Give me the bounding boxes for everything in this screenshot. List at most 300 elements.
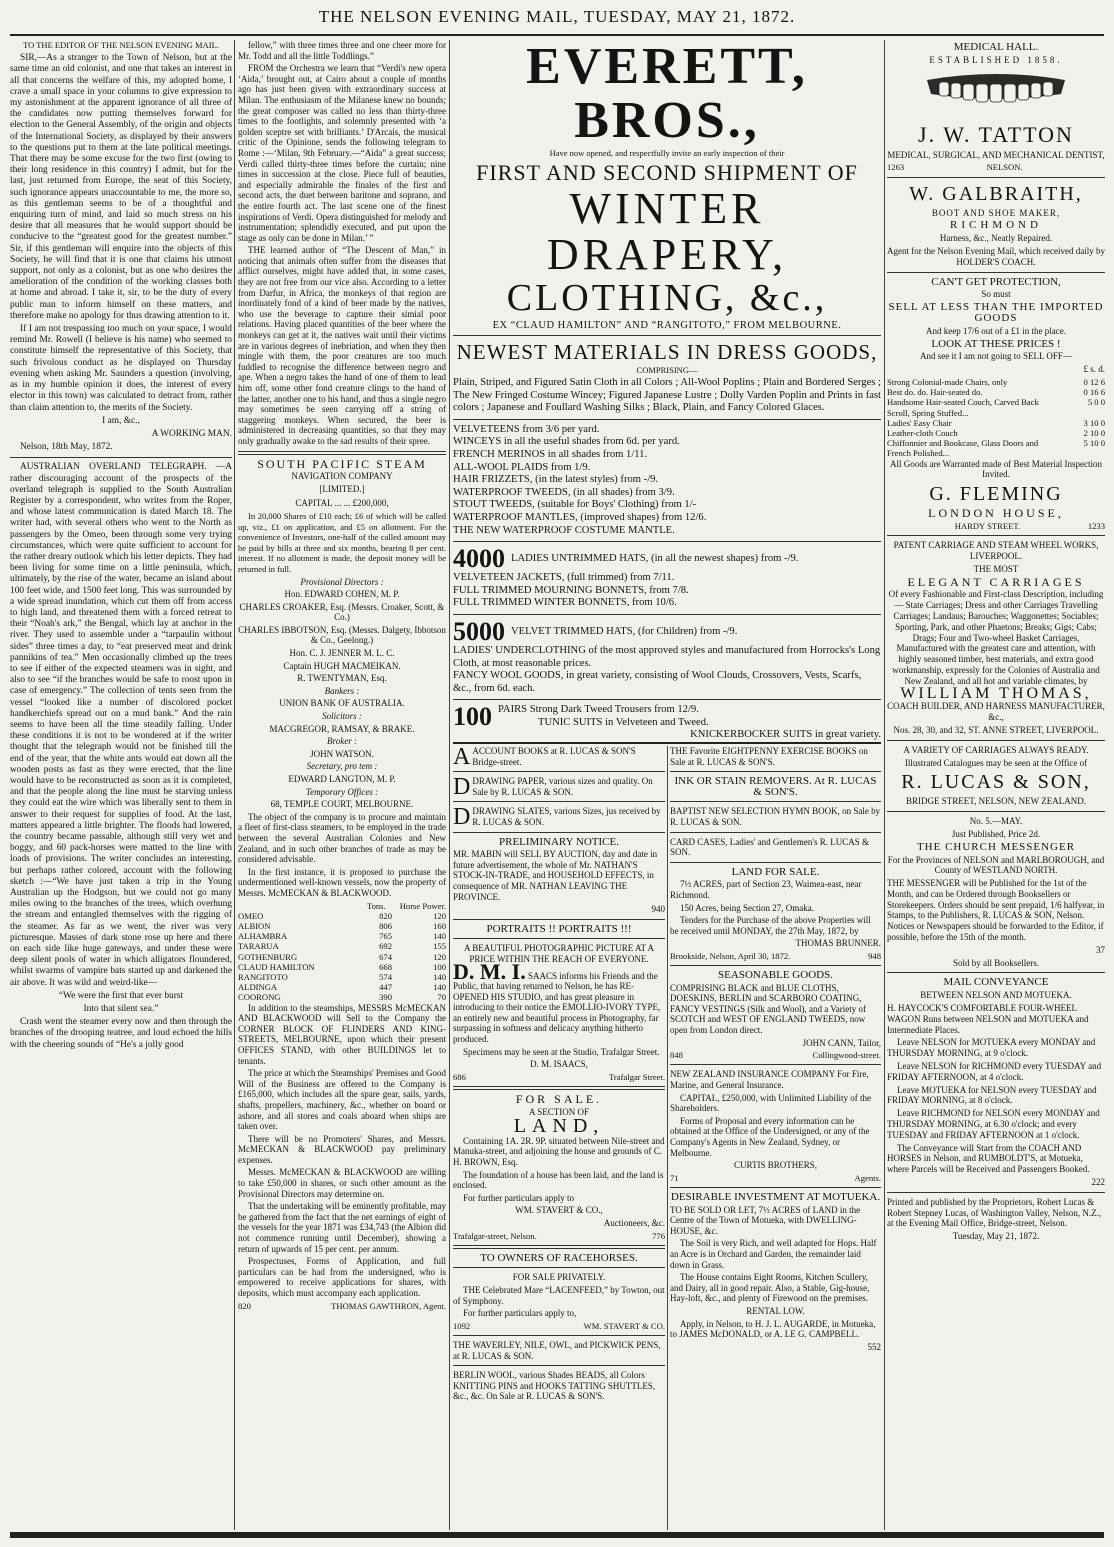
account-books-text: ACCOUNT BOOKS at R. LUCAS & SON'S Bridge-street. (472, 746, 636, 767)
steam-co-paragraph: The object of the company is to procure and maintain a fleet of first-class steamers, to be employed in the trade between the several Australian Colonies and New Zealand, and in such other branches of trade as may be considered advisable. (238, 811, 446, 865)
everett-newest: NEWEST MATERIALS IN DRESS GOODS, (456, 340, 878, 364)
ship-horsepower: 140 (433, 931, 446, 942)
galbraith-town: RICHMOND (950, 219, 1042, 232)
separator (887, 535, 1105, 536)
drawing-slates-text: DRAWING SLATES, various Sizes, jus received by R. LUCAS & SON. (472, 806, 661, 827)
ship-horsepower: 160 (433, 920, 446, 931)
land-sale-text: Tenders for the Purchase of the above Properties will be received until MONDAY, the 27th May, 1872, by (670, 915, 871, 936)
mail-time: Leave MOTUEKA for NELSON every TUESDAY and FRIDAY MORNING, at 8 o'clock. (887, 1084, 1097, 1106)
ship-horsepower: 140 (433, 971, 446, 982)
preliminary-heading: PRELIMINARY NOTICE. (499, 835, 619, 848)
account-books-ad (453, 746, 665, 770)
column-rule (449, 40, 450, 1530)
ship-horsepower: 70 (437, 992, 446, 1003)
hymn-ad: BAPTIST NEW SELECTION HYMN BOOK, on Sale by R. LUCAS & SON. (670, 806, 881, 827)
everett-list (453, 572, 881, 610)
isaacs-ad (453, 958, 665, 1045)
tatton-number: 1263 (887, 162, 905, 173)
telegraph-paragraph: Crash went the steamer every now and then through the branches of the drooping teatree, and loud echoed the hills with the cheering sounds of “He's a jolly good (10, 1017, 232, 1050)
tatton-desc: MEDICAL, SURGICAL, AND MECHANICAL DENTIST, (887, 149, 1105, 160)
column-rule (667, 746, 668, 1530)
ship-row (238, 972, 446, 982)
medical-hall: MEDICAL HALL. (953, 41, 1039, 53)
separator (453, 541, 881, 542)
secretary: EDWARD LANGTON, M. P. (288, 774, 396, 784)
separator (670, 832, 881, 833)
drawing-slates-ad (453, 804, 665, 831)
everett-item: STOUT TWEEDS, (suitable for Boys' Clothing) from 1/- (453, 499, 697, 511)
everett-comprising: COMPRISING— (636, 365, 698, 375)
prices-warranted: All Goods are Warranted made of Best Material Inspection Invited. (889, 458, 1103, 480)
separator (453, 1335, 665, 1336)
mail-conveyance: The Conveyance will Start from the COACH AND HORSES in Nelson, and RUMBOLDT'S, at Motueka, where Parcels will be Received and Passengers Booked. (887, 1142, 1090, 1175)
land-sale-sign: THOMAS BRUNNER. (795, 938, 881, 949)
director-name: CHARLES IBBOTSON, Esq. (Messrs. Dalgety, Ibbotson & Co., Geelong.) (238, 624, 446, 646)
fleming-number: 1233 (1087, 520, 1105, 531)
galbraith-desc: BOOT AND SHOE MAKER, (931, 207, 1061, 218)
director-name: Hon. EDWARD COHEN, M. P. (284, 589, 400, 600)
everett-item: WATERPROOF MANTLES, (improved shapes) from 12/6. (453, 511, 707, 523)
everett-100-text: PAIRS Strong Dark Tweed Trousers from 12/9. (498, 704, 699, 716)
tatton-footer (887, 162, 1105, 172)
separator (453, 938, 665, 939)
steam-co-paragraph: There will be no Promoters' Shares, and Messrs. McMECKAN & BLACKWOOD pay preliminary expenses. (238, 1133, 446, 1165)
ships-table (238, 911, 446, 1003)
church-number: No. 5.—MAY. (969, 816, 1023, 827)
drop-cap: A (453, 746, 471, 770)
everett-item: VELVETEEN JACKETS, (full trimmed) from 7/11. (453, 572, 675, 584)
seasonable-text: COMPRISING BLACK and BLUE CLOTHS, DOESKINS, BERLIN and SCARBORO COATING, FANCY VESTINGS (Silk and Wool), and a Variety of SCOTCH and WEST OF ENGLAND TWEEDS, now open from London direct. (670, 982, 867, 1036)
catalogues: Illustrated Catalogues may be seen at the Office of (904, 757, 1088, 768)
price-row (887, 377, 1105, 387)
investment-heading: DESIRABLE INVESTMENT AT MOTUEKA. (670, 1191, 881, 1204)
ship-tons: 668 (379, 961, 392, 972)
everett-5000-text: VELVET TRIMMED HATS, (for Children) from -/9. (511, 625, 738, 637)
ship-horsepower: 155 (433, 941, 446, 952)
price-list (887, 377, 1105, 459)
letter-paragraph: SIR,—As a stranger to the Town of Nelson, but at the same time an old colonist, and one that takes an interest in all that concerns the welfare of this, my adopted home, I crave a small space in your columns to give expression to my astonishment at the apparent ignorance of all three of the candidates now putting themselves forward for election to the General Assembly, of the origin and objects of the International Society, as displayed by their answers to the questions put to them at the late political meetings. That there may be some excuse for the two first (owing to their long residence in this country) I admit, but for the last, just returned from Europe, the seat of this Society, such ignorance appears unaccountable to me, the more so, as this gentleman seems to be of a thoughtful and enquiring turn of mind, and laid so much stress on his desire that all measures that he would support should be conducive to the “greatest good for the greatest number.” Sir, if this gentleman will enquire into the objects of this Society, he will find that it is one that claims his utmost support, not only as a colonist, but as one who desires the amelioration of the condition of the working classes both at home and abroad. I take it, sir, to be the duty of every public man to inform himself on these matters, and therefore make no apology for thus drawing attention to it. (10, 53, 232, 321)
separator (453, 1267, 665, 1268)
insurance-heading: NEW ZEALAND INSURANCE COMPANY For Fire, Marine, and General Insurance. (670, 1069, 869, 1091)
ship-tons: 447 (379, 982, 392, 993)
church-title: THE CHURCH MESSENGER (916, 840, 1076, 853)
separator (10, 457, 232, 458)
price-item: Best do. do. Hair-seated do. (887, 387, 983, 398)
everett-100-row (453, 704, 881, 740)
lucas-address: BRIDGE STREET, NELSON, NEW ZEALAND. (906, 796, 1086, 807)
imprint: Printed and published by the Proprietors, Robert Lucas & Robert Stepney Lucas, of Washington Valley, Nelson, N.Z., at the Evening Mail Office, Bridge-street, Nelson. (887, 1196, 1102, 1229)
price-item: Strong Colonial-made Chairs, only (887, 376, 1008, 387)
mail-between: BETWEEN NELSON AND MOTUEKA. (920, 990, 1072, 1001)
column-letters (10, 40, 232, 1530)
ship-row (238, 962, 446, 972)
insurance-sign: CURTIS BROTHERS, (734, 1160, 817, 1171)
protection-sell: SELL AT LESS THAN THE IMPORTED GOODS (888, 301, 1104, 324)
news-paragraph: THE learned author of “The Descent of Man,” in noticing that animals often suffer from the diseases that afflict ourselves, might have added that, in some cases, they are not free from our vice also. According to a letter from Darfur, in Africa, the monkeys of that region are inordinately fond of a kind of beer made by the natives, who use the beverage to capture their simial poor relations. Having placed quantities of the beer where the monkeys can get at it, the natives wait until their victims are in various degrees of inebriation, and when they then mingle with them, the poor creatures are too much fuddled to recognise the difference between negro and ape. When a negro takes the hand of one of them to lead him off, some other fond creature clings to the hand of the latter, another one to his hand, and thus a single negro may sometimes be seen carrying off a string of staggering monkeys. When secured, the beer is administered in decreasing quantities, so that they may only gradually awake to the sad results of their spree. (238, 245, 446, 446)
separator (670, 1064, 881, 1065)
price-value: 2 10 0 (1083, 427, 1105, 438)
separator (887, 1192, 1105, 1193)
ship-name: CLAUD HAMILTON (238, 961, 315, 972)
separator (887, 177, 1105, 178)
news-paragraph: fellow,” with three times three and one cheer more for Mr. Todd and all the little Toddlings.” (238, 40, 446, 61)
price-row (887, 428, 1105, 438)
church-num: 37 (1096, 944, 1105, 955)
imprint-date: Tuesday, May 21, 1872. (952, 1231, 1040, 1242)
protection-heading: CAN'T GET PROTECTION, (931, 275, 1061, 288)
everett-list (453, 424, 881, 537)
everett-100-text: TUNIC SUITS in Velveteen and Tweed. (538, 716, 709, 728)
column-adverts-right (670, 746, 881, 1530)
separator (453, 1365, 665, 1366)
ship-name: ALHAMBRA (238, 931, 288, 942)
bankers: UNION BANK OF AUSTRALIA. (279, 698, 405, 709)
letter-date: Nelson, 18th May, 1872. (20, 442, 113, 453)
for-sale-text: The foundation of a house has been laid, and the land is enclosed. (453, 1169, 664, 1191)
separator (453, 771, 665, 772)
isaacs-sign: D. M. ISAACS, (530, 1059, 588, 1070)
galbraith-name: W. GALBRAITH, (909, 182, 1083, 205)
telegraph-title: AUSTRALIAN OVERLAND TELEGRAPH. (20, 462, 207, 473)
ship-row (238, 982, 446, 992)
fleming-footer (887, 521, 1105, 531)
investment-text: TO BE SOLD OR LET, 7½ ACRES of LAND in the Centre of the Town of Motueka, with DWELLING-HOUSE, &c. (670, 1204, 861, 1236)
telegraph-quote: Into that silent sea.” (83, 1004, 159, 1015)
race-footer (453, 1321, 665, 1331)
column-adverts-far-right (887, 40, 1105, 1530)
ships-col: Horse Power. (399, 900, 446, 911)
bottom-rule (10, 1532, 1104, 1538)
agent-number: 820 (238, 1300, 251, 1311)
price-item: Ladies' Easy Chair (887, 417, 952, 428)
for-sale-sign: Auctioneers, &c. (603, 1217, 665, 1228)
everett-100: 100 (453, 702, 492, 732)
race-sign: WM. STAVERT & CO. (583, 1320, 665, 1331)
church-for: For the Provinces of NELSON and MARLBOROUGH, and County of WESTLAND NORTH. (887, 854, 1105, 876)
ship-tons: 806 (379, 920, 392, 931)
separator (887, 972, 1105, 973)
ship-name: COORONG (238, 992, 281, 1003)
seasonable-address: Collingwood-street. (812, 1050, 881, 1061)
everett-item: FULL TRIMMED MOURNING BONNETS, from 7/8. (453, 584, 689, 596)
ship-row (238, 992, 446, 1002)
director-name: R. TWENTYMAN, Esq. (297, 673, 387, 684)
everett-list (453, 645, 881, 695)
investment-text: The House contains Eight Rooms, Kitchen Scullery, and Dairy, all in good repair. Also, a Stable, Gig-house, Hay-loft, &c., and plenty of Firewood on the premises. (670, 1272, 870, 1304)
protection-sub: So must (981, 289, 1011, 300)
for-sale-text: Containing 1A. 2R. 9P. situated between Nile-street and Manuka-street, and adjoining the house and grounds of C. H. BROWN, Esq. (453, 1135, 665, 1168)
steam-co-limited: [LIMITED.] (319, 483, 365, 494)
mail-time: Leave NELSON for MOTUEKA every MONDAY and THURSDAY MORNING, at 9 o'clock. (887, 1037, 1096, 1059)
column-rule (234, 40, 235, 1530)
steam-co-paragraph: That the undertaking will be eminently profitable, may be gathered from the fact that the net earnings of eight of the vessels for the year 1871 was £34,743 (the Albion did not commence running until December), showing a return of upwards of 15 per cent. per annum. (238, 1201, 446, 1254)
everett-advert (453, 40, 881, 740)
everett-intro: Have now opened, and respectfully invite an early inspection of their (549, 148, 785, 158)
everett-item: WATERPROOF TWEEDS, (in all shades) from 3/9. (453, 486, 675, 498)
for-sale-apply: For further particulars apply to (463, 1192, 574, 1203)
everett-item: ALL-WOOL PLAIDS from 1/9. (453, 461, 591, 473)
drop-cap: D (453, 804, 471, 831)
ship-horsepower: 120 (433, 951, 446, 962)
news-paragraph: FROM the Orchestra we learn that “Verdi's new opera ‘Aida,’ brought out, at Cairo about a couple of months ago has just been given with extraordinary success at Milan. The enthusiasm of the Milanese knew no bounds; the great composer was called no less than thirty-three times to the footlights, and solemnly presented with ‘a golden sceptre set with brilliants.’ D'Arcais, the musical critic of the Opinione, sends the following telegram to Rome :—‘Milan, 9th February.—“Aida” a great success; Verdi called thirty-three times before the curtain; nine times in succession at the close. Piece full of beauties, and especially admirable the finales of the first and second acts, the duet between baritone and soprano, and the entire fourth act. The last scene one of the finest inspirations of Verdi. Opera distinguished for melody and instrumentation; splendidly executed, and put upon the stage as only can be done in Milan.’ ” (238, 63, 446, 243)
lucas-name: R. LUCAS & SON, (901, 771, 1091, 794)
insurance-number: 71 (670, 1172, 679, 1183)
ship-row (238, 911, 446, 921)
everett-ex: EX “CLAUD HAMILTON” AND “RANGITOTO,” FROM MELBOURNE. (492, 320, 842, 331)
everett-item: FULL TRIMMED WINTER BONNETS, from 10/6. (453, 597, 677, 609)
investment-number: 552 (867, 1341, 881, 1352)
race-number: 1092 (453, 1320, 471, 1331)
fleming-name: G. FLEMING (929, 483, 1063, 506)
separator (453, 419, 881, 420)
agent-line (238, 1301, 446, 1311)
ship-horsepower: 140 (433, 982, 446, 993)
ship-name: ALBION (238, 920, 271, 931)
investment-apply: Apply, in Nelson, to H. J. L. AUGARDE, in Motueka, to JAMES McDONALD, or A. LE G. CAMPBELL. (670, 1318, 876, 1340)
mail-heading: MAIL CONVEYANCE (943, 976, 1049, 989)
insurance-footer (670, 1173, 881, 1183)
ship-name: TARARUA (238, 941, 279, 952)
church-published: Just Published, Price 2d. (951, 828, 1041, 839)
separator (453, 742, 881, 744)
prices-currency: £ s. d. (1083, 364, 1105, 375)
teeth-icon (921, 70, 1071, 118)
land-sale-text: 7½ ACRES, part of Section 23, Waimea-east, near Richmond. (670, 879, 862, 900)
separator (453, 1245, 665, 1249)
separator (670, 771, 881, 772)
land-sale-address: Brookside, Nelson, April 30, 1872. (670, 950, 791, 961)
separator (887, 272, 1105, 273)
patent-text: Of every Fashionable and First-class Description, including— State Carriages; Dress and other Carriages Travelling Carriages; Landaus; Barouches; Waggonettes; Sociables; Sporting, Park, and other Phaetons; Breaks; Gigs; Cabs; Drags; Four and Two-wheel Basket Carriages, Manufactured with the greatest care and attention, with highly seasoned timber, best materials, and extra good workmanship, expressly for the Colonies of Australia and New Zealand, and all hot and variable climates, by (888, 589, 1104, 686)
separator (670, 1187, 881, 1188)
solicitors: MACGREGOR, RAMSAY, & BRAKE. (269, 723, 415, 734)
drawing-paper-ad (453, 774, 665, 801)
patent-most: THE MOST (973, 563, 1019, 574)
mail-number: 222 (1091, 1177, 1105, 1188)
price-value: 5 10 0 (1083, 438, 1105, 449)
drop-cap: D (453, 774, 471, 801)
everett-shipment: FIRST AND SECOND SHIPMENT OF (476, 160, 858, 185)
everett-item: FANCY WOOL GOODS, in great variety, consisting of Wool Clouds, Crossovers, Vests, Scarfs, &c., from 6d. each. (453, 670, 862, 694)
prices-sub: And see it I am not going to SELL OFF— (920, 351, 1072, 362)
seasonable-sign: JOHN CANN, Tailor, (802, 1037, 881, 1048)
church-sold: Sold by all Booksellers. (953, 957, 1039, 968)
everett-4000: 4000 (453, 544, 505, 574)
separator (238, 451, 446, 455)
telegraph-quote: “We were the first that ever burst (58, 990, 184, 1001)
everett-100-block (498, 704, 881, 740)
everett-item: VELVETEENS from 3/6 per yard. (453, 423, 600, 435)
race-heading: TO OWNERS OF RACEHORSES. (480, 1251, 638, 1264)
masthead: THE NELSON EVENING MAIL, TUESDAY, MAY 21, 1872. (318, 7, 796, 26)
seasonable-heading: SEASONABLE GOODS. (718, 969, 833, 982)
ship-horsepower: 100 (433, 961, 446, 972)
everett-4000-text: LADIES UNTRIMMED HATS, (in all the newest shapes) from -/9. (511, 552, 799, 564)
for-sale-heading: FOR SALE. (515, 1092, 603, 1107)
separator (453, 699, 881, 700)
ship-row (238, 921, 446, 931)
price-value: 3 10 0 (1083, 417, 1105, 428)
everett-item: FRENCH MERINOS in all shades from 1/11. (453, 448, 648, 460)
ship-tons: 390 (379, 992, 392, 1003)
race-apply: For further particulars apply to, (463, 1308, 577, 1319)
director-name: Captain HUGH MACMEIKAN. (283, 660, 401, 671)
letter-close: I am, &c., (102, 415, 140, 426)
isaacs-initials: D. M. I. (453, 958, 526, 984)
steam-co-paragraph: In addition to the steamships, MESSRS McMECKAN AND BLACKWOOD will Sell to the Company the CORNER BLOCK OF FLINDERS AND KING-STREETS, MELBOURNE, upon which their present OFFICES STAND, with other BUILDINGS let to tenants. (238, 1002, 446, 1066)
galbraith-text: Harness, &c., Neatly Repaired. (939, 233, 1053, 244)
race-text: THE Celebrated Mare “LACENFEED,” by Towton, out of Symphony. (453, 1284, 665, 1306)
solicitors-heading: Solicitors : (322, 711, 362, 722)
patent-elegant: ELEGANT CARRIAGES (907, 574, 1085, 589)
seasonable-number: 848 (670, 1050, 683, 1061)
separator (670, 965, 881, 966)
ink-ad: INK OR STAIN REMOVERS. At R. LUCAS & SON'S. (674, 775, 877, 798)
isaacs-specimens: Specimens may be seen at the Studio, Trafalgar Street. (463, 1046, 660, 1057)
column-rule (884, 40, 885, 1530)
carriages-ready: A VARIETY OF CARRIAGES ALWAYS READY. (903, 744, 1089, 755)
insurance-text: Forms of Proposal and every information can be obtained at the Office of the Undersigned, or any of the Company's Agents in New Zealand, Sydney, or Melbourne. (670, 1115, 870, 1158)
for-sale-sign: WM. STAVERT & CO., (515, 1205, 603, 1216)
investment-rental: RENTAL LOW. (746, 1305, 805, 1316)
price-row (887, 387, 1105, 397)
church-text: THE MESSENGER will be Published for the 1st of the Month, and can be Ordered through Booksellers or Storekeepers. Orders should be sent prepaid, 1/6 halfyear, in Stamps, to the Publishers, R. LUCAS & SON, Nelson. Notices or Newspapers should be forwarded to the Editor, if possible, before the 15th of the month. (887, 878, 1105, 943)
telegraph-text: —A rather discouraging account of the prospects of the overland telegraph is supplied to the South Australian Register by a correspondent, who writes from the Roper, and whose latest communication is dated March 18. The writer had, with several others who went to the North as passengers by the Omeo, been through some very trying circumstances, which were quite sufficient to account for the rather dreary outlook which his letter depicts. They had been living for some time on a little peninsula, which, ultimately, by the rise of the water, became an island about 100 feet wide, and 1500 feet long. This was surrounded by a wide spread inundation, which cut them off from access to high land, and threatened them with a forced retreat to their “Noah's ark,” the Bengal, which lay at anchor in the river. They used to assemble under a “tarpaulin without sides” three times a day, to “eat preserved meat and drink pannikins of tea.” Men occasionally climbed up the trees to see if either of the expected steamers was in sight, and also to see “if the branches would be safe to roost upon in case of emergency.” The collection of tents seen from the vessel “looked like a number of discolored pocket handkerchiefs spread out on a mud bank.” And the rain seems to have been all the time steadily falling. Under these conditions it is not to be wondered at if the writer thought that the telegraph would not be finished till the end of the year, that the white ants would eat down all the wooden posts as fast as they were erected, that the line would have to be reconstructed as soon as it is completed, and that the people along the line must be starving unless they could eat the wire which was liberally sent to them in answer to their request for supplies of food. At the last, matters appeared a little brighter. The floods had lowered, the country became passable, although still very wet and boggy, and 60 pack-horses were matted to the line with loads of provisions. The writer concludes an interesting, but perhaps rather colored, account with the following sketch :—“We have just taken a trip in the Young Australian up the Hodgson, but we could not go many miles owing to the branches of the trees, which overhung the stream and entangled themselves with the rigging of the steamer. As far as we went, the river was very picturesque. Masses of dark stone rose up here and there on each side like huge gateways, and under these were deep silent pools of water in which alligators floundered, whilst swarms of vampire bats started up and darkened the air above. It was wild and weird-like— (10, 462, 232, 988)
isaacs-footer (453, 1072, 665, 1082)
everett-item: WINCEYS in all the useful shades from 6d. per yard. (453, 436, 680, 448)
separator (453, 614, 881, 615)
preliminary-text: MR. MABIN will SELL BY AUCTION, day and date in future advertisement, the whole of Mr. NATHAN'S STOCK-IN-TRADE, and HOUSEHOLD EFFECTS, in consequence of MR. NATHAN LEAVING THE PROVINCE. (453, 849, 658, 902)
ship-tons: 574 (379, 971, 392, 982)
steam-co-subtitle: NAVIGATION COMPANY (291, 471, 393, 482)
telegraph-heading (10, 462, 232, 989)
everett-dress-text: Plain, Striped, and Figured Satin Cloth in all Colors ; All-Wool Poplins ; Plain and Bordered Serges ; The New Fringed Costume Wincey; Figured Japanese Lustre ; Dolly Varden Poplin and Prints in fast colors ; Japanese and Foullard Washing Silks ; Black, Plain, and Fancy Colored Glaces. (453, 377, 881, 414)
directors-list (238, 589, 446, 684)
price-row (887, 397, 1105, 417)
thomas-name: WILLIAM THOMAS, (900, 684, 1092, 702)
top-rule (10, 34, 1104, 36)
agent-name: THOMAS GAWTHRON, Agent. (331, 1300, 446, 1311)
mail-time: Leave RICHMOND for NELSON every MONDAY and THURSDAY MORNING, at 6.30 o'clock; and every TUESDAY and FRIDAY AFTERNOON at 1 o'clock. (887, 1108, 1100, 1140)
everett-4000-row (453, 546, 881, 572)
steam-co-capital: CAPITAL ... ... £200,000, (295, 498, 389, 509)
berlin-ad: BERLIN WOOL, various Shades BEADS, all Colors KNITTING PINS and HOOKS TATTING SHUTTLES, &c., &c. On Sale at R. LUCAS & SON'S. (453, 1370, 656, 1402)
steam-co-paragraph: Prospectuses, Forms of Application, and full particulars can be had from the undersigned, who is empowered to receive applications for shares, with deposits, which must accompany each application. (238, 1256, 446, 1298)
directors-heading: Provisional Directors : (300, 576, 384, 587)
steam-co-paragraph: Messrs. McMECKAN & BLACKWOOD are willing to take £50,000 in shares, or such other amount as the Provisional Directors may determine on. (238, 1167, 446, 1199)
price-item: Handsome Hair-seated Couch, Carved Back Scroll, Spring Stuffed... (887, 397, 1039, 418)
ship-tons: 674 (379, 951, 392, 962)
established: ESTABLISHED 1858. (929, 54, 1063, 65)
for-sale-sub: A SECTION OF (528, 1106, 589, 1117)
thomas-address: Nos. 28, 30, and 32, ST. ANNE STREET, LIVERPOOL. (893, 724, 1099, 735)
everett-item: THE NEW WATERPROOF COSTUME MANTLE. (453, 524, 675, 536)
mail-text: H. HAYCOCK'S COMFORTABLE FOUR-WHEEL WAGON Runs between NELSON and MOTUEKA and Intermediate Places. (887, 1003, 1089, 1035)
director-name: Hon. C. J. JENNER M. L. C. (289, 648, 395, 659)
letter-paragraph: If I am not trespassing too much on your space, I would remind Mr. Rowell (I believe is his name) who seemed to constitute himself the representative of this Society, that such frivolous conduct as he displayed on Thursday evening when asking Mr. Saunders a question (involving, as in my humble opinion it does, the interest of every elector in this town) was calculated to detract from, rather than claim attention to, the merits of the Society. (10, 324, 232, 413)
mail-time: Leave NELSON for RICHMOND every TUESDAY and FRIDAY AFTERNOON, at 4 o'clock. (887, 1061, 1102, 1082)
separator (670, 801, 881, 802)
price-value: 0 12 6 (1083, 376, 1105, 387)
for-sale-address: Trafalgar-street, Nelson. (453, 1230, 537, 1241)
seasonable-footer (670, 1050, 881, 1060)
investment-text: The Soil is very Rich, and well adapted for Hops. Half an Acre is in Orchard and Garden, the remainder laid down in Grass. (670, 1238, 877, 1270)
portraits-heading: PORTRAITS !! PORTRAITS !!! (486, 922, 632, 935)
thomas-desc: COACH BUILDER, AND HARNESS MANUFACTURER, &c., (887, 701, 1105, 723)
price-value: 0 16 6 (1083, 387, 1105, 398)
land-heading: LAND, (513, 1115, 605, 1138)
ships-col: Tons. (366, 900, 386, 911)
separator (453, 1086, 665, 1090)
broker: JOHN WATSON. (310, 748, 374, 759)
everett-item: LADIES' UNDERCLOTHING of the most approved styles and manufactured from Horrocks's Long Cloth, at most reasonable prices. (453, 644, 881, 669)
steam-co-title: SOUTH PACIFIC STEAM (257, 456, 427, 471)
everett-name: EVERETT, BROS., (526, 40, 808, 149)
land-sale-number: 948 (868, 950, 881, 961)
steam-co-paragraph: In the first instance, it is proposed to purchase the undermentioned well-known vessels, now the property of Messrs. McMECKAN & BLACKWOOD. (238, 866, 446, 898)
waverley-ad: THE WAVERLEY, NILE, OWL, and PICKWICK PENS, at R. LUCAS & SON. (453, 1339, 661, 1361)
ship-horsepower: 120 (433, 910, 446, 921)
broker-heading: Broker : (327, 736, 357, 747)
insurance-capital: CAPITAL, £250,000, with Unlimited Liability of the Shareholders. (670, 1092, 872, 1114)
offices-heading: Temporary Offices : (305, 786, 379, 797)
mail-times (887, 1037, 1105, 1140)
everett-winter-drapery: WINTER DRAPERY, (546, 184, 788, 279)
ships-table-header (238, 901, 446, 911)
steam-co-shares: In 20,000 Shares of £10 each; £6 of which will be called up, viz., £1 on application, and £5 on allotment. For the convenience of Investors, one-half of the called amount may be paid by bills at three and six months, bearing 8 per cent. interest. If no allotment is made, the deposit money will be returned in full. (238, 510, 446, 574)
everett-item: HAIR FRIZZETS, (in the latest styles) from -/9. (453, 474, 659, 486)
protection-keep: And keep 17/6 out of a £1 in the place. (926, 325, 1066, 336)
everett-5000: 5000 (453, 616, 505, 646)
ship-name: OMEO (238, 910, 264, 921)
card-cases-ad: CARD CASES, Ladies' and Gentlemen's R. LUCAS & SON. (670, 836, 869, 858)
tatton-name: J. W. TATTON (918, 121, 1074, 147)
isaacs-number: 686 (453, 1071, 466, 1082)
insurance-agents: Agents. (854, 1172, 881, 1183)
ship-row (238, 931, 446, 941)
column-news (238, 40, 446, 1530)
fleming-street: HARDY STREET. (954, 520, 1021, 531)
separator (453, 919, 665, 920)
land-sale-heading: LAND FOR SALE. (731, 865, 820, 878)
for-sale-number: 776 (652, 1230, 665, 1241)
photo-text: A BEAUTIFUL PHOTOGRAPHIC PICTURE AT A PRICE WITHIN THE REACH OF EVERYONE. (463, 943, 655, 964)
ship-row (238, 952, 446, 962)
galbraith-agent: Agent for the Nelson Evening Mail, which received daily by HOLDER'S COACH. (887, 245, 1105, 267)
letter-signature: A WORKING MAN. (151, 428, 232, 439)
everett-5000-row (453, 616, 881, 646)
exercise-books-ad: THE Favorite EIGHTPENNY EXERCISE BOOKS on Sale at R. LUCAS & SON'S. (670, 746, 868, 767)
ship-tons: 820 (379, 910, 392, 921)
tatton-town: NELSON. (986, 162, 1023, 173)
price-item: Leather-cloth Couch (887, 427, 958, 438)
drawing-paper-text: DRAWING PAPER, various sizes and quality. On Sale by R. LUCAS & SON. (472, 776, 653, 797)
isaacs-address: Trafalgar Street. (608, 1071, 665, 1082)
secretary-heading: Secretary, pro tem : (306, 761, 378, 772)
ship-tons: 692 (379, 941, 392, 952)
director-name: CHARLES CROAKER, Esq. (Messrs. Croaker, Scott, & Co.) (239, 601, 445, 623)
fleming-house: LONDON HOUSE, (928, 506, 1064, 521)
everett-100-text: KNICKERBOCKER SUITS in great variety. (690, 729, 881, 740)
everett-clothing: CLOTHING, &c., (506, 277, 828, 319)
bankers-heading: Bankers : (324, 685, 360, 696)
column-adverts-left (453, 746, 665, 1530)
separator (453, 335, 881, 336)
separator (453, 832, 665, 833)
price-value: 5 0 0 (1087, 397, 1105, 408)
for-sale-footer (453, 1231, 665, 1241)
ship-name: ALDINGA (238, 982, 278, 993)
